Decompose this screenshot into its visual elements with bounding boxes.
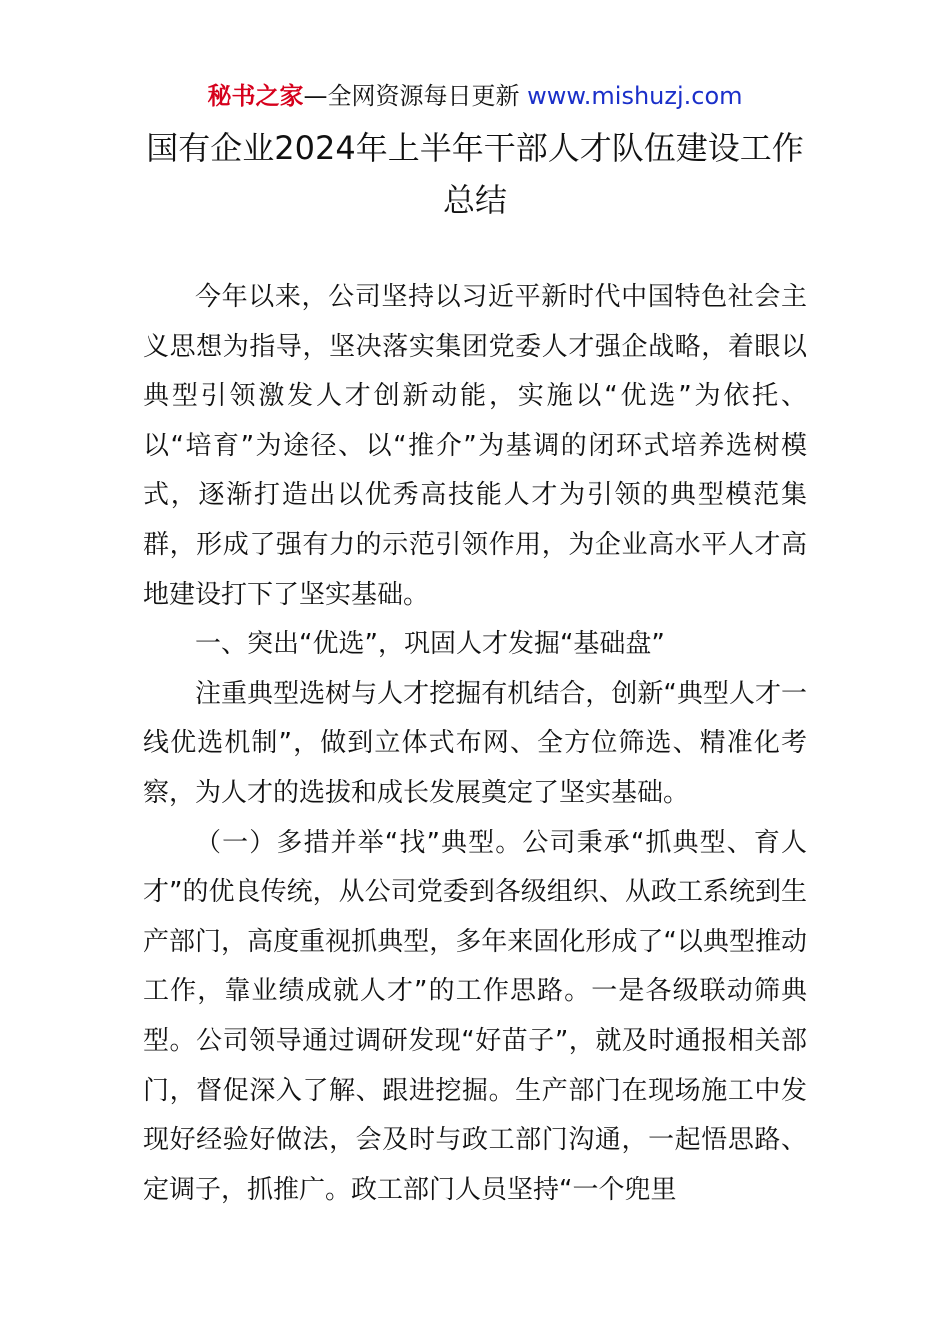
section-heading-1: 一、突出“优选”，巩固人才发掘“基础盘” [195, 629, 665, 660]
paragraph-section-1: 注重典型选树与人才挖掘有机结合，创新“典型人才一线优选机制”，做到立体式布网、全方位筛选、精准化考察，为人才的选拔和成长发展奠定了坚实基础。 [143, 678, 807, 808]
paragraph-subsection-1: （一）多措并举“找”典型。公司秉承“抓典型、育人才”的优良传统，从公司党委到各级组织、从政工系统到生产部门，高度重视抓典型，多年来固化形成了“以典型推动工作，靠业绩成就人才”的工作思路。一是各级联动筛典型。公司领导通过调研发现“好苗子”，就及时通报相关部门，督促深入了解、跟进挖掘。生产部门在现场施工中发现好经验好做法，会及时与政工部门沟通，一起悟思路、定调子，抓推广。政工部门人员坚持“一个兜里 [143, 827, 807, 1205]
paragraph-intro: 今年以来，公司坚持以习近平新时代中国特色社会主义思想为指导，坚决落实集团党委人才强企战略，着眼以典型引领激发人才创新动能，实施以“优选”为依托、以“培育”为途径、以“推介”为基调的闭环式培养选树模式，逐渐打造出以优秀高技能人才为引领的典型模范集群，形成了强有力的示范引领作用，为企业高水平人才高地建设打下了坚实基础。 [143, 282, 807, 610]
title-line-1: 国有企业2024年上半年干部人才队伍建设工作 [146, 129, 804, 167]
brand-name: 秘书之家 [207, 82, 304, 110]
watermark-header [0, 78, 950, 114]
title-line-2: 总结 [442, 181, 507, 219]
document-title [100, 122, 850, 226]
document-body [143, 273, 807, 1215]
header-tagline: —全网资源每日更新 [303, 82, 520, 110]
header-url-link[interactable]: www.mishuzj.com [527, 82, 743, 110]
